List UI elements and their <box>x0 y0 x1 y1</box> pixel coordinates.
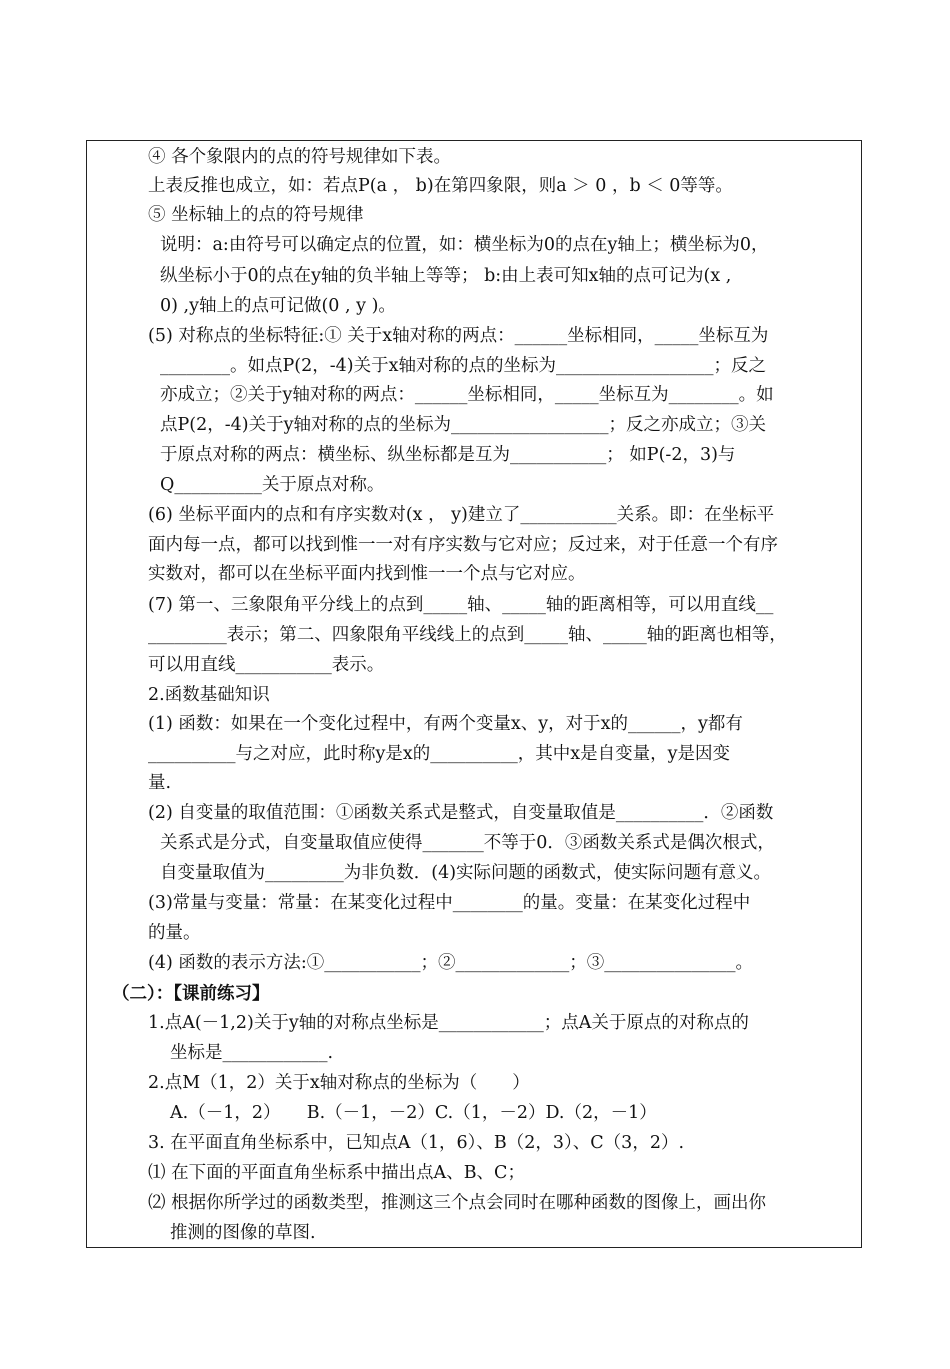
text-line: (1) 函数：如果在一个变化过程中，有两个变量x、y，对于x的______，y都有 <box>148 714 743 734</box>
exercise-line: 1.点A(－1,2)关于y轴的对称点坐标是____________；点A关于原点的对称点的 <box>148 1013 749 1033</box>
text-line: 点P(2，-4)关于y轴对称的点的坐标为__________________；反之亦成立；③关 <box>160 415 766 435</box>
text-line: 面内每一点，都可以找到惟一一对有序实数与它对应；反过来，对于任意一个有序 <box>148 535 778 555</box>
exercise-line: 坐标是____________. <box>170 1043 334 1063</box>
exercise-line: ⑴ 在下面的平面直角坐标系中描出点A、B、C； <box>148 1163 525 1183</box>
text-line: 关系式是分式，自变量取值应使得_______不等于0．③函数关系式是偶次根式， <box>160 833 775 853</box>
exercise-line: 2.点M（1，2）关于x轴对称点的坐标为（ ） <box>148 1073 530 1093</box>
text-line: ⑤ 坐标轴上的点的符号规律 <box>148 205 364 225</box>
text-line: __________与之对应，此时称y是x的__________，其中x是自变量，y是因变 <box>148 744 731 764</box>
text-line: (6) 坐标平面内的点和有序实数对(x ， y)建立了___________关系。即：在坐标平 <box>148 505 775 525</box>
text-line: ④ 各个象限内的点的符号规律如下表。 <box>148 147 452 167</box>
exercise-line: 3. 在平面直角坐标系中，已知点A（1，6）、B（2，3）、C（3，2）. <box>148 1133 685 1153</box>
exercise-line: ⑵ 根据你所学过的函数类型，推测这三个点会同时在哪种函数的图像上，画出你 <box>148 1193 767 1213</box>
text-line: (3)常量与变量：常量：在某变化过程中________的量。变量：在某变化过程中 <box>148 893 751 913</box>
text-line: (5) 对称点的坐标特征:① 关于x轴对称的两点：______坐标相同，_____坐标互为 <box>148 326 769 346</box>
text-line: 可以用直线___________表示。 <box>148 655 385 675</box>
section-two-heading: （二）：【课前练习】 <box>112 984 270 1004</box>
text-line: 于原点对称的两点：横坐标、纵坐标都是互为___________； 如P(-2，3)与 <box>160 445 736 465</box>
text-line: 量. <box>148 773 172 793</box>
text-line: ________。如点P(2，-4)关于x轴对称的点的坐标为__________________；反之 <box>160 356 766 376</box>
text-line: 亦成立；②关于y轴对称的两点：______坐标相同，_____坐标互为________。如 <box>160 385 774 405</box>
text-line: (2) 自变量的取值范围：①函数关系式是整式，自变量取值是__________．②函数 <box>148 803 774 823</box>
text-line: 自变量取值为_________为非负数．(4)实际问题的函数式，使实际问题有意义。 <box>160 863 772 883</box>
exercise-options: A.（－1，2） B.（－1，－2）C.（1，－2）D.（2，－1） <box>170 1103 657 1123</box>
text-line: 0) ,y轴上的点可记做(0 , y )。 <box>160 296 396 316</box>
text-line: 说明：a:由符号可以确定点的位置，如：横坐标为0的点在y轴上；横坐标为0， <box>160 235 769 255</box>
text-line: 实数对，都可以在坐标平面内找到惟一一个点与它对应。 <box>148 564 586 584</box>
text-line: 的量。 <box>148 923 201 943</box>
text-line: 上表反推也成立，如：若点P(a ， b)在第四象限，则a ＞ 0 ，b ＜ 0等等。 <box>148 176 733 196</box>
text-line: 纵坐标小于0的点在y轴的负半轴上等等； b:由上表可知x轴的点可记为(x , <box>160 266 732 286</box>
text-line: (7) 第一、三象限角平分线上的点到_____轴、_____轴的距离相等，可以用直线__ <box>148 595 774 615</box>
exercise-line: 推测的图像的草图. <box>170 1223 316 1243</box>
section-heading: 2.函数基础知识 <box>148 685 270 705</box>
text-line: _________表示；第二、四象限角平线线上的点到_____轴、_____轴的距离也相等， <box>148 625 787 645</box>
text-line: Q__________关于原点对称。 <box>160 475 385 495</box>
text-line: (4) 函数的表示方法:①___________；②_____________；③_______________。 <box>148 953 753 973</box>
